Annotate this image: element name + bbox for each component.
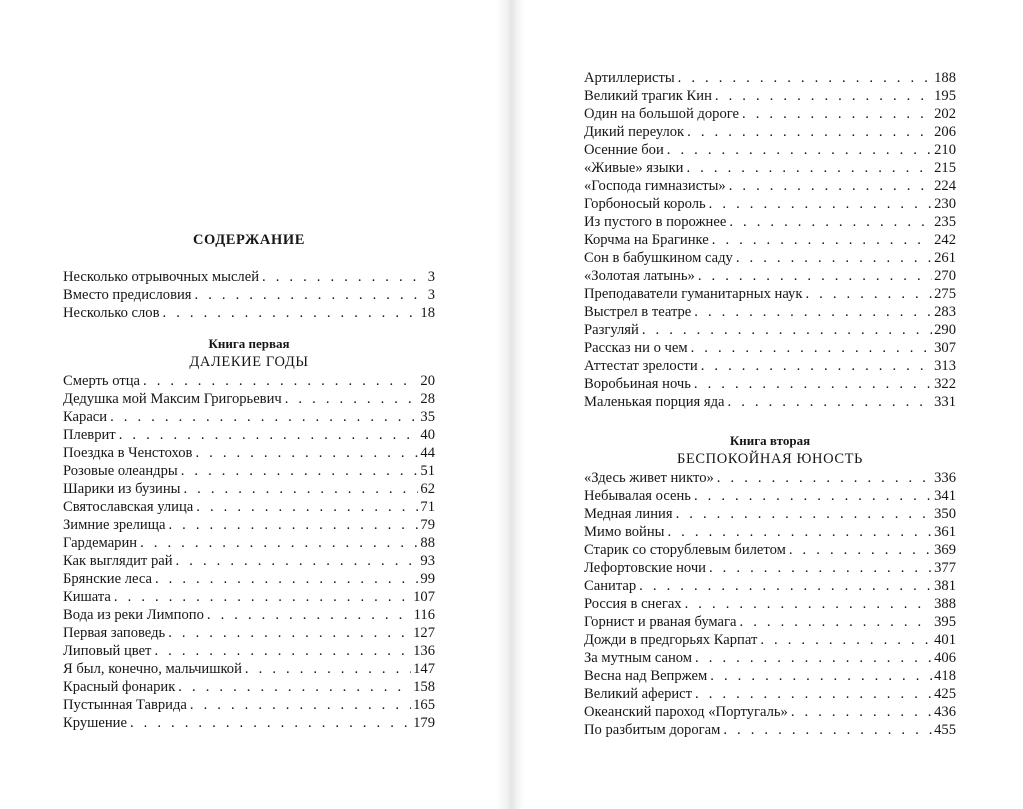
dot-leader [110, 408, 418, 426]
entry-title: Караси [63, 409, 108, 425]
entry-title: Воробьиная ночь [584, 376, 691, 392]
dot-leader [119, 426, 419, 444]
toc-entry[interactable] [63, 444, 435, 462]
entry-title: Я был, конечно, мальчишкой [63, 661, 242, 677]
entry-page-number: 401 [934, 632, 956, 648]
dot-leader [176, 552, 419, 570]
toc-entry[interactable] [584, 487, 956, 505]
dot-leader [143, 372, 418, 390]
toc-entry[interactable] [63, 480, 435, 498]
book1-label: Книга первая [208, 336, 290, 351]
toc-entry[interactable] [584, 613, 956, 631]
dot-leader [114, 588, 411, 606]
toc-left [63, 230, 435, 732]
entry-page-number: 230 [934, 196, 956, 212]
entry-title: Плеврит [63, 427, 116, 443]
entry-title: Вода из реки Лимпопо [63, 607, 204, 623]
entry-title: Артиллеристы [584, 70, 675, 86]
toc-entry[interactable] [584, 469, 956, 487]
entry-page-number: 425 [934, 686, 956, 702]
entry-title: Как выглядит рай [63, 553, 173, 569]
entry-page-number: 28 [420, 391, 435, 407]
entry-page-number: 261 [934, 250, 956, 266]
dot-leader [195, 444, 418, 462]
toc-entry[interactable] [63, 642, 435, 660]
entry-page-number: 3 [427, 287, 435, 303]
dot-leader [691, 339, 933, 357]
dot-leader [163, 304, 419, 322]
dot-leader [760, 631, 932, 649]
toc-entry[interactable] [63, 606, 435, 624]
toc-right [584, 69, 956, 739]
toc-entry[interactable] [584, 159, 956, 177]
entry-page-number: 275 [934, 286, 956, 302]
dot-leader [729, 213, 932, 231]
toc-entry[interactable] [584, 559, 956, 577]
toc-entry[interactable] [584, 141, 956, 159]
toc-entry[interactable] [63, 390, 435, 408]
entry-page-number: 369 [934, 542, 956, 558]
toc-entry[interactable] [63, 696, 435, 714]
entry-title: Шарики из бузины [63, 481, 181, 497]
toc-entry[interactable] [584, 721, 956, 739]
entry-page-number: 93 [420, 553, 435, 569]
toc-entry[interactable] [63, 304, 435, 322]
section-gap [584, 411, 956, 433]
entry-title: За мутным саном [584, 650, 693, 666]
toc-entry[interactable] [584, 595, 956, 613]
dot-leader [155, 570, 418, 588]
dot-leader [140, 534, 418, 552]
entry-title: Океанский пароход «Португаль» [584, 704, 788, 720]
toc-entry[interactable] [584, 231, 956, 249]
entry-title: Санитар [584, 578, 637, 594]
book1-continued-entries [584, 69, 956, 411]
dot-leader [667, 523, 932, 541]
dot-leader [701, 357, 932, 375]
dot-leader [740, 613, 933, 631]
entry-title: «Живые» языки [584, 160, 684, 176]
entry-title: Преподаватели гуманитарных наук [584, 286, 803, 302]
dot-leader [678, 69, 932, 87]
dot-leader [195, 286, 426, 304]
toc-entry[interactable] [584, 667, 956, 685]
dot-leader [715, 87, 932, 105]
toc-entry[interactable] [63, 570, 435, 588]
entry-title: Мимо войны [584, 524, 665, 540]
entry-title: Вместо предисловия [63, 287, 192, 303]
toc-entry[interactable] [584, 249, 956, 267]
toc-entry[interactable] [584, 303, 956, 321]
entry-page-number: 418 [934, 668, 956, 684]
book2-heading [584, 433, 956, 469]
toc-entry[interactable] [63, 552, 435, 570]
entry-page-number: 195 [934, 88, 956, 104]
entry-page-number: 290 [934, 322, 956, 338]
toc-entry[interactable] [584, 541, 956, 559]
dot-leader [183, 480, 418, 498]
dot-leader [168, 624, 411, 642]
toc-entry[interactable] [584, 523, 956, 541]
entry-page-number: 350 [934, 506, 956, 522]
entry-page-number: 51 [420, 463, 435, 479]
toc-entry[interactable] [584, 703, 956, 721]
entry-page-number: 62 [420, 481, 435, 497]
contents-title: СОДЕРЖАНИЕ [192, 232, 306, 248]
dot-leader [178, 678, 411, 696]
entry-title: Разгуляй [584, 322, 639, 338]
dot-leader [694, 487, 932, 505]
entry-page-number: 3 [427, 269, 435, 285]
entry-page-number: 179 [413, 715, 435, 731]
toc-entry[interactable] [584, 577, 956, 595]
entry-title: Крушение [63, 715, 127, 731]
dot-leader [742, 105, 932, 123]
entry-title: Старик со сторублевым билетом [584, 542, 786, 558]
entry-page-number: 127 [413, 625, 435, 641]
book2-name: БЕСПОКОЙНАЯ ЮНОСТЬ [677, 451, 863, 467]
entry-title: Великий трагик Кин [584, 88, 712, 104]
entry-page-number: 158 [413, 679, 435, 695]
entry-page-number: 361 [934, 524, 956, 540]
entry-page-number: 136 [413, 643, 435, 659]
entry-page-number: 313 [934, 358, 956, 374]
entry-title: Несколько слов [63, 305, 160, 321]
toc-entry[interactable] [63, 660, 435, 678]
entry-page-number: 35 [420, 409, 435, 425]
dot-leader [245, 660, 411, 678]
toc-entry[interactable] [584, 123, 956, 141]
dot-leader [285, 390, 419, 408]
dot-leader [717, 469, 932, 487]
entry-page-number: 40 [420, 427, 435, 443]
toc-entry[interactable] [63, 516, 435, 534]
entry-title: Гардемарин [63, 535, 138, 551]
entry-page-number: 283 [934, 304, 956, 320]
entry-title: Корчма на Брагинке [584, 232, 709, 248]
dot-leader [695, 685, 932, 703]
entry-title: Маленькая порция яда [584, 394, 725, 410]
entry-page-number: 224 [934, 178, 956, 194]
book-spine-shadow [496, 0, 524, 809]
entry-page-number: 165 [413, 697, 435, 713]
toc-entry[interactable] [63, 462, 435, 480]
toc-entry[interactable] [584, 685, 956, 703]
toc-entry[interactable] [63, 408, 435, 426]
entry-page-number: 395 [934, 614, 956, 630]
toc-entry[interactable] [584, 285, 956, 303]
entry-page-number: 20 [420, 373, 435, 389]
dot-leader [262, 268, 426, 286]
entry-page-number: 206 [934, 124, 956, 140]
entry-title: Медная линия [584, 506, 673, 522]
book1-name: ДАЛЕКИЕ ГОДЫ [189, 354, 309, 370]
entry-title: Небывалая осень [584, 488, 691, 504]
dot-leader [196, 498, 418, 516]
entry-page-number: 188 [934, 70, 956, 86]
entry-title: Весна над Вепржем [584, 668, 708, 684]
entry-page-number: 147 [413, 661, 435, 677]
entry-title: Святославская улица [63, 499, 194, 515]
dot-leader [694, 303, 932, 321]
entry-title: Россия в снегах [584, 596, 682, 612]
toc-entry[interactable] [584, 649, 956, 667]
entry-title: Брянские леса [63, 571, 152, 587]
entry-title: По разбитым дорогам [584, 722, 721, 738]
toc-entry[interactable] [584, 505, 956, 523]
entry-page-number: 336 [934, 470, 956, 486]
book1-heading [63, 336, 435, 372]
dot-leader [639, 577, 932, 595]
toc-entry[interactable] [584, 213, 956, 231]
intro-entries [63, 268, 435, 322]
entry-page-number: 381 [934, 578, 956, 594]
entry-page-number: 202 [934, 106, 956, 122]
entry-page-number: 341 [934, 488, 956, 504]
dot-leader [154, 642, 411, 660]
toc-entry[interactable] [584, 393, 956, 411]
book2-label: Книга вторая [729, 433, 811, 448]
dot-leader [805, 285, 932, 303]
entry-page-number: 322 [934, 376, 956, 392]
toc-entry[interactable] [584, 321, 956, 339]
dot-leader [207, 606, 412, 624]
toc-entry[interactable] [584, 195, 956, 213]
entry-page-number: 215 [934, 160, 956, 176]
dot-leader [723, 721, 932, 739]
entry-page-number: 99 [420, 571, 435, 587]
dot-leader [695, 649, 932, 667]
dot-leader [687, 123, 932, 141]
dot-leader [736, 249, 932, 267]
toc-entry[interactable] [584, 69, 956, 87]
toc-entry[interactable] [63, 426, 435, 444]
entry-page-number: 270 [934, 268, 956, 284]
toc-entry[interactable] [584, 339, 956, 357]
dot-leader [686, 159, 932, 177]
toc-entry[interactable] [63, 534, 435, 552]
entry-title: Горбоносый король [584, 196, 706, 212]
entry-title: «Здесь живет никто» [584, 470, 714, 486]
entry-title: Дикий переулок [584, 124, 685, 140]
entry-title: «Господа гимназисты» [584, 178, 726, 194]
toc-entry[interactable] [584, 87, 956, 105]
entry-page-number: 377 [934, 560, 956, 576]
entry-title: Первая заповедь [63, 625, 166, 641]
entry-title: Розовые олеандры [63, 463, 178, 479]
entry-title: Поездка в Ченстохов [63, 445, 193, 461]
toc-entry[interactable] [63, 268, 435, 286]
entry-page-number: 210 [934, 142, 956, 158]
entry-page-number: 455 [934, 722, 956, 738]
entry-title: Красный фонарик [63, 679, 176, 695]
toc-entry[interactable] [63, 624, 435, 642]
entry-title: Дожди в предгорьях Карпат [584, 632, 758, 648]
dot-leader [791, 703, 932, 721]
entry-page-number: 331 [934, 394, 956, 410]
entry-title: «Золотая латынь» [584, 268, 695, 284]
dot-leader [729, 177, 932, 195]
toc-entry[interactable] [584, 357, 956, 375]
entry-title: Лефортовские ночи [584, 560, 706, 576]
toc-entry[interactable] [63, 498, 435, 516]
toc-entry[interactable] [584, 267, 956, 285]
entry-page-number: 116 [413, 607, 435, 623]
entry-page-number: 18 [420, 305, 435, 321]
entry-page-number: 307 [934, 340, 956, 356]
entry-title: Несколько отрывочных мыслей [63, 269, 260, 285]
dot-leader [130, 714, 411, 732]
dot-leader [642, 321, 932, 339]
dot-leader [709, 195, 932, 213]
entry-title: Дедушка мой Максим Григорьевич [63, 391, 282, 407]
entry-page-number: 388 [934, 596, 956, 612]
entry-title: Сон в бабушкином саду [584, 250, 733, 266]
entry-title: Кишата [63, 589, 111, 605]
entry-title: Один на большой дороге [584, 106, 740, 122]
dot-leader [789, 541, 932, 559]
entry-page-number: 107 [413, 589, 435, 605]
dot-leader [698, 267, 932, 285]
entry-title: Из пустого в порожнее [584, 214, 727, 230]
entry-title: Осенние бои [584, 142, 664, 158]
dot-leader [728, 393, 933, 411]
dot-leader [168, 516, 418, 534]
dot-leader [712, 231, 932, 249]
entry-title: Пустынная Таврида [63, 697, 187, 713]
toc-entry[interactable] [63, 286, 435, 304]
dot-leader [181, 462, 419, 480]
entry-title: Липовый цвет [63, 643, 152, 659]
book2-entries [584, 469, 956, 739]
section-gap [63, 322, 435, 336]
entry-title: Горнист и рваная бумага [584, 614, 737, 630]
toc-entry[interactable] [63, 372, 435, 390]
dot-leader [676, 505, 933, 523]
entry-title: Выстрел в театре [584, 304, 692, 320]
dot-leader [710, 667, 932, 685]
entry-title: Смерть отца [63, 373, 141, 389]
entry-page-number: 88 [420, 535, 435, 551]
entry-page-number: 406 [934, 650, 956, 666]
book1-entries [63, 372, 435, 732]
entry-page-number: 436 [934, 704, 956, 720]
dot-leader [667, 141, 932, 159]
toc-entry[interactable] [584, 177, 956, 195]
dot-leader [694, 375, 932, 393]
toc-entry[interactable] [63, 714, 435, 732]
toc-entry[interactable] [63, 588, 435, 606]
entry-title: Великий аферист [584, 686, 693, 702]
toc-entry[interactable] [584, 105, 956, 123]
entry-title: Аттестат зрелости [584, 358, 698, 374]
toc-entry[interactable] [63, 678, 435, 696]
entry-title: Рассказ ни о чем [584, 340, 688, 356]
entry-page-number: 79 [420, 517, 435, 533]
entry-page-number: 71 [420, 499, 435, 515]
entry-title: Зимние зрелища [63, 517, 166, 533]
dot-leader [709, 559, 932, 577]
entry-page-number: 235 [934, 214, 956, 230]
toc-entry[interactable] [584, 631, 956, 649]
entry-page-number: 44 [420, 445, 435, 461]
toc-entry[interactable] [584, 375, 956, 393]
entry-page-number: 242 [934, 232, 956, 248]
dot-leader [190, 696, 411, 714]
dot-leader [685, 595, 933, 613]
